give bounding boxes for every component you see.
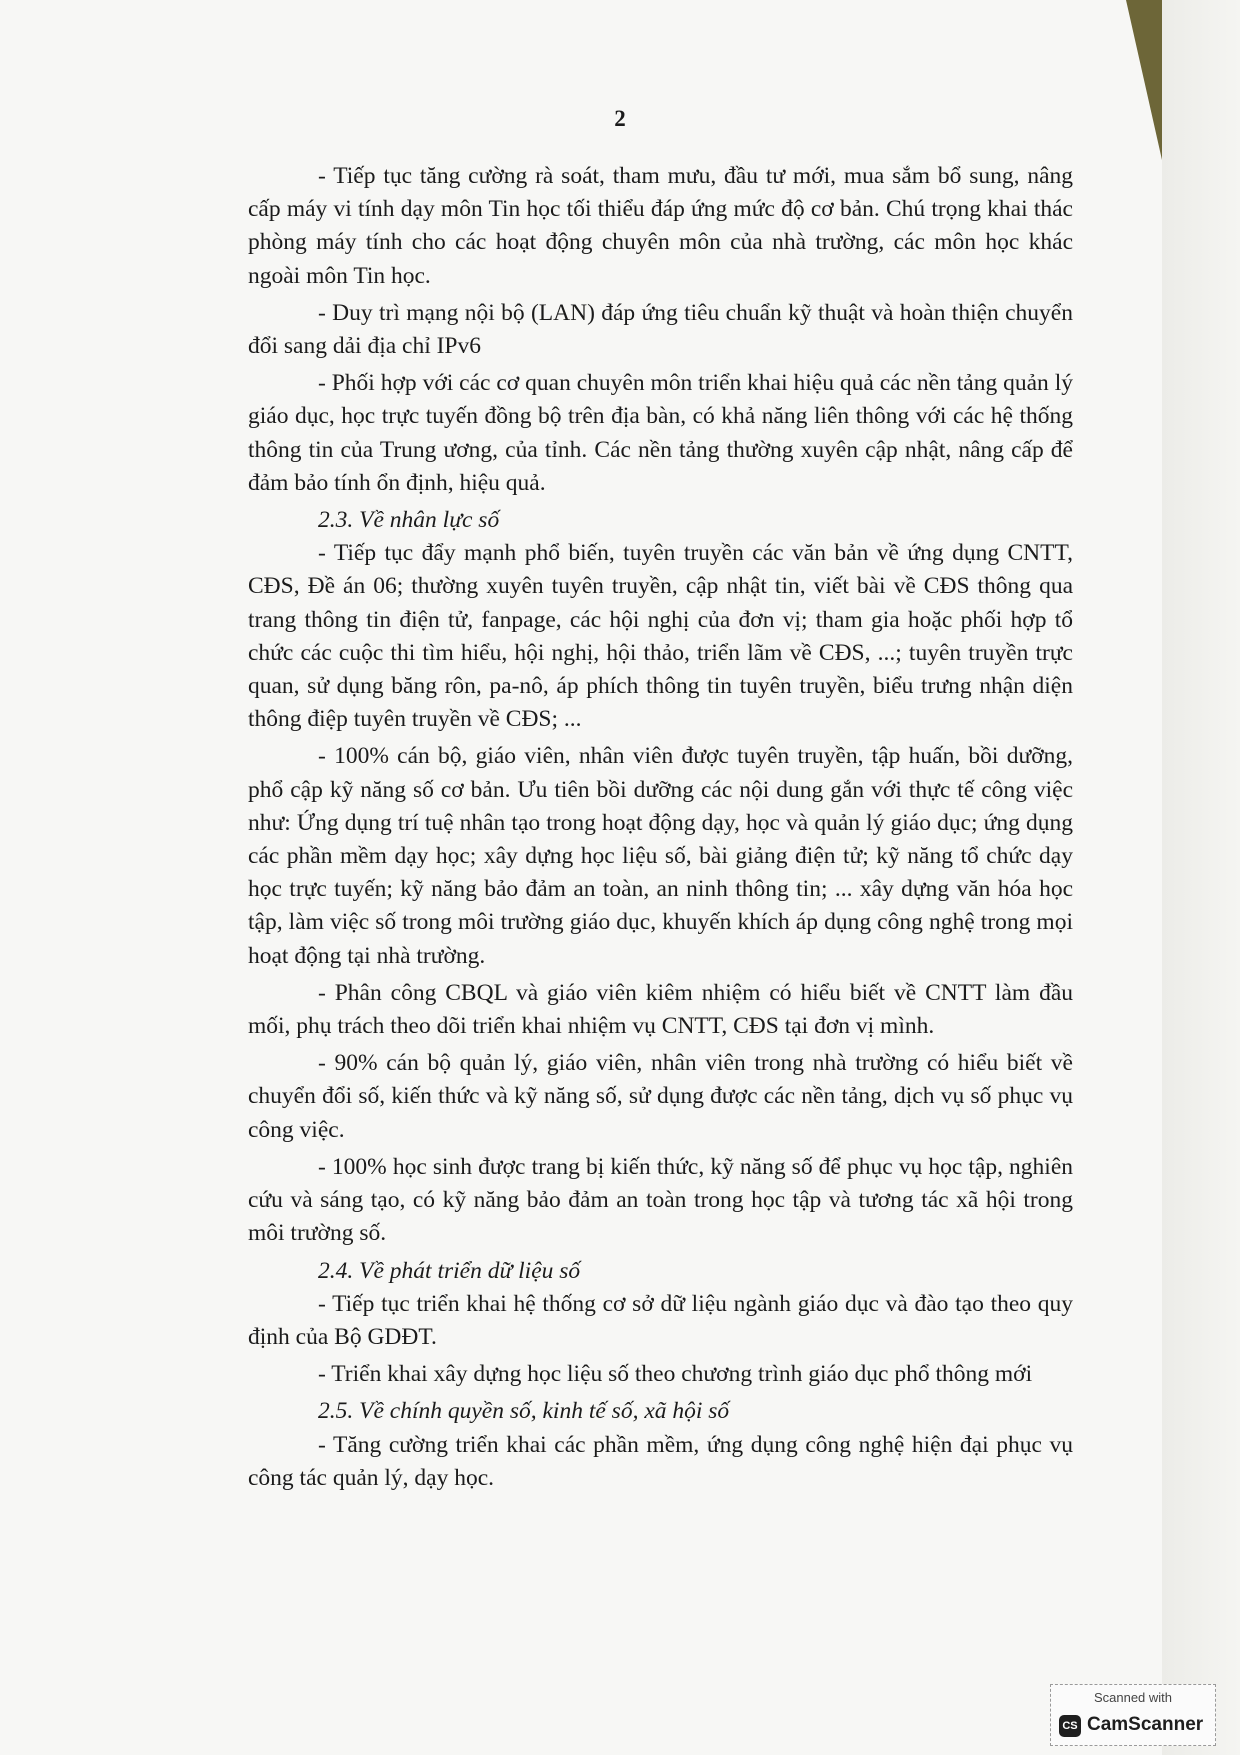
page-number: 2 [614,106,626,131]
section-heading-2-3: 2.3. Về nhân lực số [318,507,500,534]
scanned-with-caption: Scanned with [1093,1690,1173,1705]
paragraph-11: - Tăng cường triển khai các phần mềm, ứng dụng công nghệ hiện đại phục vụ công tác quản lý, dạy học. [248,1431,1073,1491]
paragraph-3: - Phối hợp với các cơ quan chuyên môn triển khai hiệu quả các nền tảng quản lý giáo dục, học trực tuyến đồng bộ trên địa bàn, có khả năng liên thông với các hệ thống thông tin của Trung ương, của tỉnh. Các nền tảng thường xuyên cập nhật, nâng cấp để đảm bảo tính ổn định, hiệu quả. [248,370,1073,496]
page-edge-shadow [1162,0,1240,1755]
paragraph-6: - Phân công CBQL và giáo viên kiêm nhiệm có hiểu biết về CNTT làm đầu mối, phụ trách theo dõi triển khai nhiệm vụ CNTT, CĐS tại đơn vị mình. [248,979,1073,1040]
camscanner-brand: CamScanner [1087,1714,1204,1735]
camscanner-watermark [1050,1684,1216,1746]
camscanner-logo-icon: CS [1059,1715,1081,1737]
folded-corner [1126,0,1162,160]
paragraph-1: - Tiếp tục tăng cường rà soát, tham mưu, đầu tư mới, mua sắm bổ sung, nâng cấp máy vi tính dạy môn Tin học tối thiểu đáp ứng mức độ cơ bản. Chú trọng khai thác phòng máy tính cho các hoạt động chuyên môn của nhà trường, các môn học khác ngoài môn Tin học. [248,163,1073,289]
section-heading-2-4: 2.4. Về phát triển dữ liệu số [318,1257,581,1284]
paragraph-10: - Triển khai xây dựng học liệu số theo chương trình giáo dục phổ thông mới [318,1361,1033,1388]
document-body [248,160,1073,1495]
paragraph-2: - Duy trì mạng nội bộ (LAN) đáp ứng tiêu chuẩn kỹ thuật và hoàn thiện chuyển đổi sang dải địa chỉ IPv6 [248,299,1073,360]
paragraph-8: - 100% học sinh được trang bị kiến thức, kỹ năng số để phục vụ học tập, nghiên cứu và sáng tạo, có kỹ năng bảo đảm an toàn trong học tập và tương tác xã hội trong môi trường số. [248,1153,1073,1247]
paragraph-7: - 90% cán bộ quản lý, giáo viên, nhân viên trong nhà trường có hiểu biết về chuyển đổi số, kiến thức và kỹ năng số, sử dụng được các nền tảng, dịch vụ số phục vụ công việc. [248,1050,1073,1143]
paragraph-5: - 100% cán bộ, giáo viên, nhân viên được tuyên truyền, tập huấn, bồi dưỡng, phổ cập kỹ năng số cơ bản. Ưu tiên bồi dưỡng các nội dung gắn với thực tế công việc như: Ứng dụng trí tuệ nhân tạo trong hoạt động dạy, học và quản lý giáo dục; ứng dụng các phần mềm dạy học; xây dựng học liệu số, bài giảng điện tử; kỹ năng tổ chức dạy học trực tuyến; kỹ năng bảo đảm an toàn, an ninh thông tin; ... xây dựng văn hóa học tập, làm việc số trong môi trường giáo dục, khuyến khích áp dụng công nghệ trong mọi hoạt động tại nhà trường. [248,743,1073,969]
paragraph-9: - Tiếp tục triển khai hệ thống cơ sở dữ liệu ngành giáo dục và đào tạo theo quy định của Bộ GDĐT. [248,1290,1073,1350]
paragraph-4: - Tiếp tục đẩy mạnh phổ biến, tuyên truyền các văn bản về ứng dụng CNTT, CĐS, Đề án 06; thường xuyên tuyên truyền, cập nhật tin, viết bài về CĐS thông qua trang thông tin điện tử, fanpage, các hội nghị của đơn vị; tham gia hoặc phối hợp tổ chức các cuộc thi tìm hiểu, hội nghị, hội thảo, triển lãm về CĐS, ...; tuyên truyền trực quan, sử dụng băng rôn, pa-nô, áp phích thông tin tuyên truyền, biểu trưng nhận diện thông điệp tuyên truyền về CĐS; ... [248,540,1073,733]
section-heading-2-5: 2.5. Về chính quyền số, kinh tế số, xã hội số [318,1398,730,1425]
